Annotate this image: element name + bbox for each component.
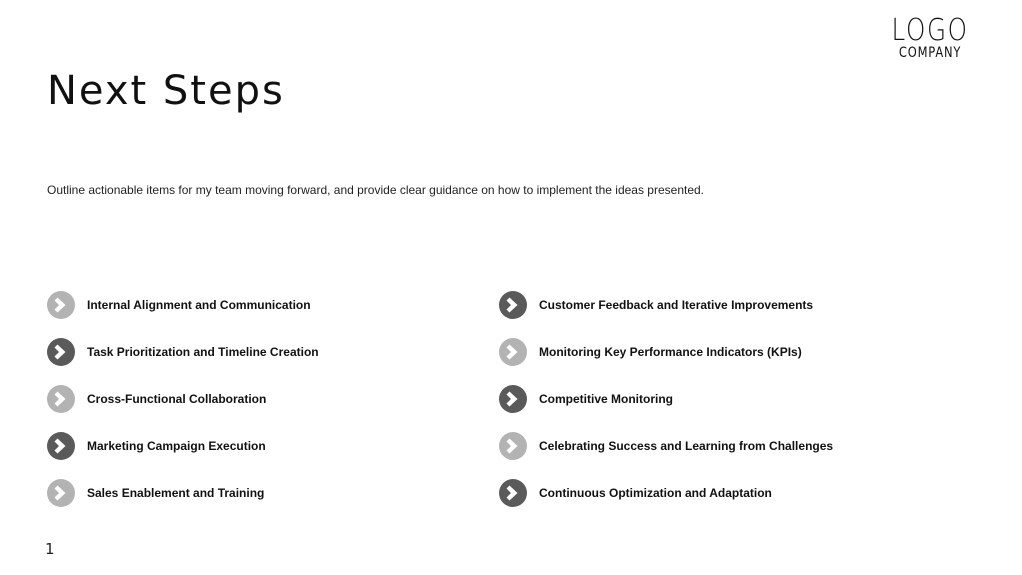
step-item (498, 290, 833, 320)
step-label: Internal Alignment and Communication (87, 298, 311, 312)
step-label: Sales Enablement and Training (87, 486, 265, 500)
logo-company-text: COMPANY (898, 45, 962, 61)
step-label: Celebrating Success and Learning from Challenges (539, 439, 834, 453)
page-title: Next Steps (47, 68, 285, 114)
chevron-right-icon (46, 431, 76, 461)
company-logo (883, 13, 977, 61)
page-number: 1 (45, 540, 55, 558)
chevron-right-icon (498, 478, 528, 508)
logo-wordmark: LOGO (891, 13, 969, 48)
steps-column-left (46, 290, 319, 508)
chevron-right-icon (46, 478, 76, 508)
step-item (46, 384, 319, 414)
step-item (498, 384, 833, 414)
step-label: Customer Feedback and Iterative Improvements (539, 298, 814, 312)
step-label: Task Prioritization and Timeline Creation (87, 345, 319, 359)
chevron-right-icon (498, 337, 528, 367)
step-item (46, 431, 319, 461)
chevron-right-icon (498, 431, 528, 461)
step-label: Continuous Optimization and Adaptation (539, 486, 772, 500)
step-label: Monitoring Key Performance Indicators (KPIs) (539, 345, 802, 359)
step-item (498, 431, 833, 461)
step-item (46, 290, 319, 320)
step-item (498, 478, 833, 508)
step-label: Cross-Functional Collaboration (87, 392, 267, 406)
step-label: Competitive Monitoring (539, 392, 673, 406)
chevron-right-icon (46, 337, 76, 367)
steps-column-right (498, 290, 833, 508)
step-label: Marketing Campaign Execution (87, 439, 266, 453)
chevron-right-icon (498, 290, 528, 320)
step-item (46, 478, 319, 508)
step-item (498, 337, 833, 367)
chevron-right-icon (498, 384, 528, 414)
step-item (46, 337, 319, 367)
page-subtitle: Outline actionable items for my team moving forward, and provide clear guidance on how to implement the ideas presented. (47, 183, 705, 197)
chevron-right-icon (46, 290, 76, 320)
chevron-right-icon (46, 384, 76, 414)
